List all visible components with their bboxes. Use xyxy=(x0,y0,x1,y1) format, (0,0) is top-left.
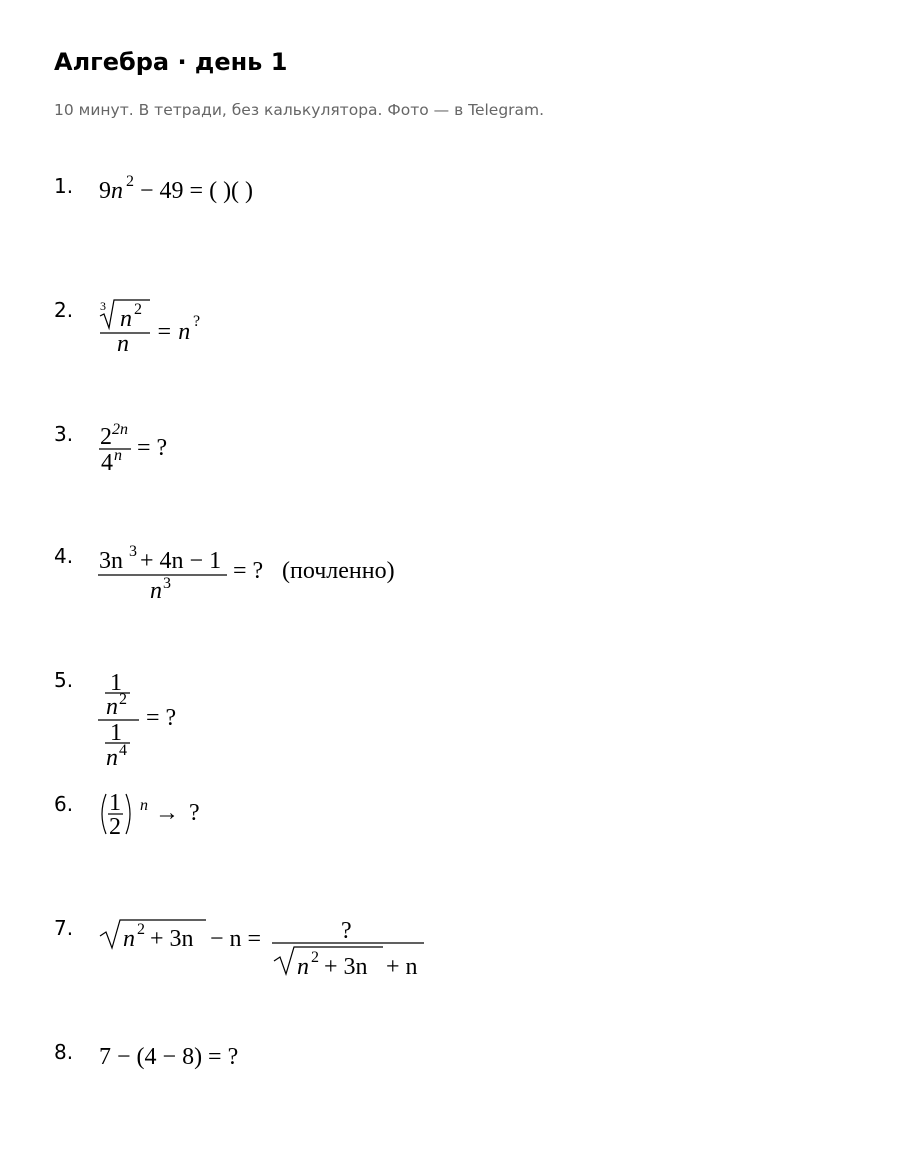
num-term-a: 3n xyxy=(99,548,123,574)
note: (почленно) xyxy=(282,558,395,584)
arrow: → xyxy=(155,800,179,826)
math-expression xyxy=(98,1036,298,1076)
den-plus: + n xyxy=(386,954,418,980)
expr-term: 9 xyxy=(99,178,111,204)
rhs-var: = n xyxy=(156,319,191,345)
bot-num: 1 xyxy=(110,720,122,746)
radicand-var: n xyxy=(120,306,132,332)
radicand-exp: 2 xyxy=(134,301,142,318)
problem-number: 2. xyxy=(54,298,74,322)
expr-exponent: 2 xyxy=(126,173,134,190)
top-den-exp: 2 xyxy=(119,691,127,708)
math-expression xyxy=(98,170,398,210)
den-radicand-b: + 3n xyxy=(324,954,368,980)
problem-number: 8. xyxy=(54,1040,74,1064)
frac-num: 1 xyxy=(109,790,121,816)
den-exp: n xyxy=(114,447,122,464)
num-exp: 2n xyxy=(112,421,128,438)
problem-number: 4. xyxy=(54,544,74,568)
problem-number: 5. xyxy=(54,668,74,692)
math-expression xyxy=(98,296,298,356)
den-base: 4 xyxy=(101,450,113,476)
top-num: 1 xyxy=(110,670,122,696)
fraction-num: ? xyxy=(341,918,352,944)
exponent: n xyxy=(140,797,148,814)
top-den: n xyxy=(106,694,118,720)
den-exp: 3 xyxy=(163,575,171,592)
num-term-a-exp: 3 xyxy=(129,543,137,560)
bot-den-exp: 4 xyxy=(119,742,127,759)
math-expression xyxy=(98,790,238,842)
problem-number: 6. xyxy=(54,792,74,816)
problem-number: 7. xyxy=(54,916,74,940)
den-radicand-a: n xyxy=(297,954,309,980)
rhs: ? xyxy=(189,800,200,826)
math-expression xyxy=(98,542,418,604)
num-base: 2 xyxy=(100,424,112,450)
den: n xyxy=(150,578,162,604)
math-expression xyxy=(98,668,218,778)
rhs: = ? xyxy=(233,558,264,584)
root-index: 3 xyxy=(100,299,106,313)
page-subtitle: 10 минут. В тетради, без калькулятора. Фото — в Telegram. xyxy=(54,101,545,119)
radicand-a-exp: 2 xyxy=(137,921,145,938)
math-expression xyxy=(98,420,218,476)
expr-rest: − 49 = ( )( ) xyxy=(140,178,254,204)
denominator: n xyxy=(117,331,129,357)
rhs: = ? xyxy=(146,705,177,731)
minus-n: − n = xyxy=(210,926,262,952)
frac-den: 2 xyxy=(109,814,121,840)
expression: 7 − (4 − 8) = ? xyxy=(99,1044,239,1070)
page-title: Алгебра · день 1 xyxy=(54,48,288,76)
den-radicand-a-exp: 2 xyxy=(311,949,319,966)
problem-number: 3. xyxy=(54,422,74,446)
rhs: = ? xyxy=(137,435,168,461)
svg-text:9n xyxy=(99,178,123,204)
num-term-b: + 4n − 1 xyxy=(140,548,222,574)
problem-number: 1. xyxy=(54,174,74,198)
radicand-a: n xyxy=(123,926,135,952)
expr-var: n xyxy=(111,178,123,204)
rhs-exp: ? xyxy=(193,313,201,330)
bot-den: n xyxy=(106,745,118,771)
radicand-b: + 3n xyxy=(150,926,194,952)
math-expression xyxy=(98,916,458,986)
